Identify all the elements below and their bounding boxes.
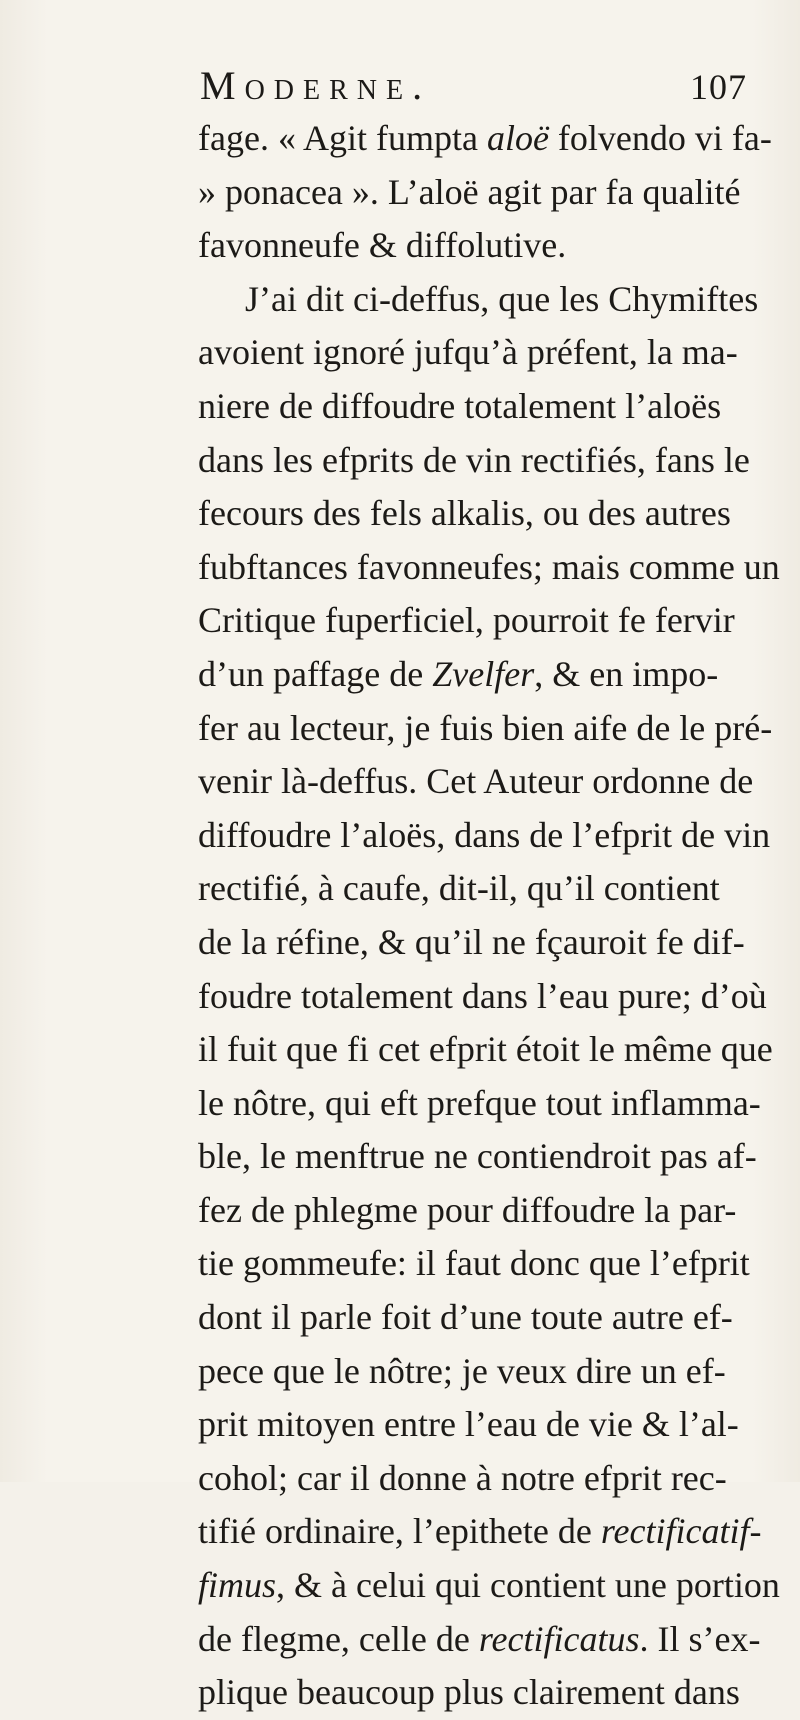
text-line: [198, 1452, 794, 1506]
text-line: [198, 1613, 794, 1667]
text-run: folvendo vi fa-: [548, 118, 772, 158]
text-run: fez de phlegme pour diffoudre la par-: [198, 1189, 737, 1230]
text-line: [198, 702, 794, 756]
text-line: [198, 166, 794, 220]
text-line: [198, 380, 794, 434]
text-run: favonneufe & diffolutive.: [198, 225, 567, 266]
text-run: dans les efprits de vin rectifiés, fans le: [198, 439, 750, 480]
text-run: fer au lecteur, je fuis bien aife de le pré-: [198, 707, 773, 748]
text-line: [198, 970, 794, 1024]
italic-text: rectificatif-: [600, 1511, 762, 1552]
text-run: rectifié, à caufe, dit-il, qu’il contient: [198, 868, 720, 909]
text-run: fubftances favonneufes; mais comme un: [198, 546, 780, 587]
text-line: [198, 594, 794, 648]
text-run: pece que le nôtre; je veux dire un ef-: [198, 1350, 726, 1391]
text-run: diffoudre l’aloës, dans de l’efprit de vin: [198, 814, 771, 855]
text-run: , & à celui qui contient une portion: [276, 1565, 780, 1606]
text-line: [198, 1184, 794, 1238]
text-run: de flegme, celle de: [198, 1618, 479, 1659]
text-line: [198, 219, 794, 273]
text-run: ble, le menftrue ne contiendroit pas af-: [198, 1136, 757, 1177]
italic-text: rectificatus: [478, 1618, 640, 1659]
text-line: [198, 1077, 794, 1131]
text-line: [198, 1398, 794, 1452]
text-run: foudre totalement dans l’eau pure; d’où: [198, 975, 767, 1016]
text-run: Critique fuperficiel, pourroit fe fervir: [198, 600, 735, 641]
text-line: [198, 326, 794, 380]
running-head: Moderne.: [200, 63, 432, 108]
text-run: tifié ordinaire, l’epithete de: [198, 1511, 601, 1552]
text-run: tie gommeufe: il faut donc que l’efprit: [198, 1243, 750, 1284]
text-line: [198, 916, 794, 970]
text-line: [198, 1345, 794, 1399]
italic-text: fimus: [198, 1565, 277, 1606]
text-run: fecours des fels alkalis, ou des autres: [198, 493, 731, 534]
text-run: » ponacea ». L’aloë agit par fa qualité: [198, 171, 741, 212]
page-header: [0, 62, 800, 112]
text-run: le nôtre, qui eft prefque tout inflamma-: [198, 1082, 761, 1123]
text-line: [198, 648, 794, 702]
text-run: . Il s’ex-: [639, 1618, 761, 1659]
text-line: [198, 1023, 794, 1077]
text-line: [198, 112, 794, 166]
text-line: [198, 1666, 794, 1720]
text-run: , & en impo-: [534, 653, 719, 694]
text-line: [198, 755, 794, 809]
text-run: fage. « Agit fumpta: [198, 118, 487, 158]
body-text: [198, 112, 794, 1720]
text-run: prit mitoyen entre l’eau de vie & l’al-: [198, 1404, 739, 1445]
text-line: [198, 273, 794, 327]
text-run: de la réfine, & qu’il ne fçauroit fe dif-: [198, 921, 745, 962]
text-line: [198, 862, 794, 916]
text-run: J’ai dit ci-deffus, que les Chymiftes: [245, 278, 759, 319]
italic-text: Zvelfer: [432, 653, 535, 694]
text-line: [198, 541, 794, 595]
text-line: [198, 1505, 794, 1559]
text-line: [198, 434, 794, 488]
text-run: d’un paffage de: [198, 653, 433, 694]
text-run: dont il parle foit d’une toute autre ef-: [198, 1297, 733, 1338]
text-run: avoient ignoré jufqu’à préfent, la ma-: [198, 332, 738, 373]
text-line: [198, 809, 794, 863]
text-run: cohol; car il donne à notre efprit rec-: [198, 1457, 727, 1498]
text-line: [198, 1559, 794, 1613]
text-line: [198, 1237, 794, 1291]
italic-text: aloë: [486, 118, 549, 158]
text-run: niere de diffoudre totalement l’aloës: [198, 385, 722, 426]
text-line: [198, 1130, 794, 1184]
text-line: [198, 487, 794, 541]
text-line: [198, 1291, 794, 1345]
text-run: plique beaucoup plus clairement dans: [198, 1672, 740, 1713]
page-number: 107: [690, 67, 747, 107]
text-run: venir là-deffus. Cet Auteur ordonne de: [198, 761, 754, 802]
text-run: il fuit que fi cet efprit étoit le même que: [198, 1029, 773, 1070]
